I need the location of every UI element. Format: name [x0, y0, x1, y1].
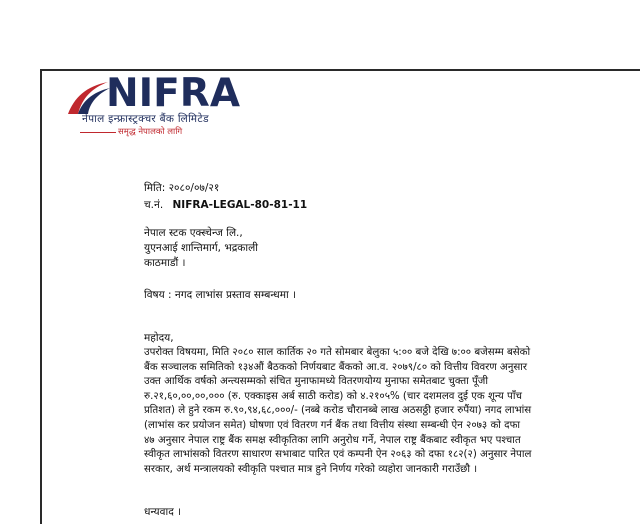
body-line: ४७ अनुसार नेपाल राष्ट्र बैंक समक्ष स्वीकृतिका लागि अनुरोध गर्ने, नेपाल राष्ट्र बैंकबाट स्वीकृत भए पश्चात: [144, 434, 521, 446]
body-line: सरकार, अर्थ मन्त्रालयको स्वीकृति पश्चात मात्र हुने निर्णय गरेको व्यहोरा जानकारी गराउँछौ ।: [144, 463, 478, 475]
body-line: (लाभांस कर प्रयोजन समेत) घोषणा एवं वितरण गर्न बैंक तथा वित्तीय संस्था सम्बन्धी ऐन २०७३ को दफा: [144, 419, 521, 431]
tagline: समृद्ध नेपालको लागि: [118, 127, 183, 137]
logo-wordmark: NIFRA: [106, 71, 241, 116]
body-line: उपरोक्त विषयमा, मिति २०८० साल कार्तिक २० गते सोमबार बेलुका ५:०० बजे देखि ७:०० बजेसम्म बसेको: [144, 347, 531, 358]
closing: धन्यवाद ।: [144, 506, 182, 518]
bank-name-nepali: नेपाल इन्फ्रास्ट्रक्चर बैंक लिमिटेड: [82, 113, 209, 125]
body-line: रु.२१,६०,००,००,००० (रु. एक्काइस अर्ब साठी करोड) को ४.२१०५% (चार दशमलव दुई एक शून्य पाँच: [144, 390, 522, 402]
subject-line: विषय : नगद लाभांस प्रस्ताव सम्बन्धमा ।: [144, 289, 297, 301]
reference-number: NIFRA-LEGAL-80-81-11: [172, 199, 308, 211]
date-line: मिति: २०८०/०७/२१: [144, 182, 220, 194]
recipient-line-1: नेपाल स्टक एक्स्चेन्ज लि.,: [144, 227, 243, 239]
tagline-rule: [80, 132, 116, 133]
logo-swoosh-icon: [64, 78, 112, 116]
recipient-line-2: युएनआई शान्तिमार्ग, भद्रकाली: [144, 242, 258, 254]
reference-label: च.नं.: [144, 199, 164, 211]
recipient-line-3: काठमाडौं ।: [144, 257, 186, 269]
letter-body: [144, 346, 594, 477]
body-line: प्रतिशत) ले हुने रकम रु.९०,९४,६८,०००/- (नब्बे करोड चौरानब्बे लाख अठसठ्ठी हजार रुपैंया) नगद लाभांस: [144, 405, 532, 417]
salutation: महोदय,: [144, 332, 174, 344]
body-line: बैंक सञ्चालक समितिको १३४औं बैठकको निर्णयबाट बैंकको आ.व. २०७९/८० को वित्तीय विवरण अनुसार: [144, 361, 528, 373]
body-line: स्वीकृत लाभांसको वितरण साधारण सभाबाट पारित एवं कम्पनी ऐन २०६३ को दफा १८२(२) अनुसार नेपाल: [144, 449, 532, 461]
reference-line: [144, 198, 307, 212]
bank-logo: [60, 71, 310, 138]
body-line: उक्त आर्थिक वर्षको अन्त्यसम्मको संचित मुनाफामध्ये वितरणयोग्य मुनाफा समेतबाट चुक्ता पूँजी: [144, 376, 488, 388]
